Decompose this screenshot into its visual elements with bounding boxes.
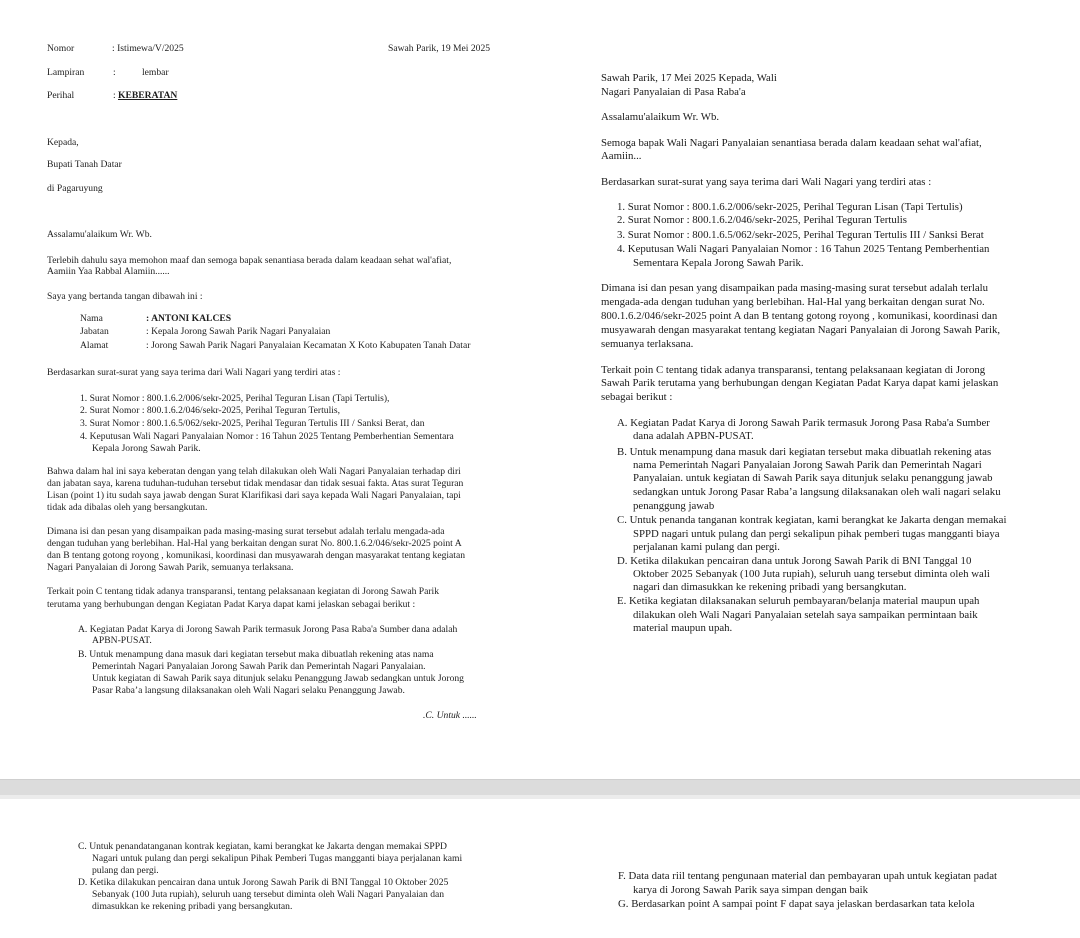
right-header-line: Sawah Parik, 17 Mei 2025 Kepada, Wali bbox=[601, 72, 777, 84]
right-header-line: Nagari Panyalaian di Pasa Raba'a bbox=[601, 86, 746, 98]
lampiran-colon: : bbox=[113, 67, 116, 78]
right-letter2-line: semuanya terlaksana. bbox=[601, 338, 694, 350]
right-point-continuation: Panyalaian. untuk kegiatan di Sawah Parik saya ditunjuk selaku penanggung jawab bbox=[633, 472, 993, 484]
recipient: Bupati Tanah Datar bbox=[47, 159, 122, 170]
continued-marker: .C. Untuk ...... bbox=[423, 710, 477, 721]
right-point-continuation: Oktober 2025 Sebanyak (100 Juta rupiah), seluruh uang tersebut diminta oleh wali bbox=[633, 568, 990, 580]
bottom-point-c: C. Untuk penandatanganan kontrak kegiatan, kami berangkat ke Jakarta dengan memakai SPPD bbox=[78, 841, 447, 852]
point-a: A. Kegiatan Padat Karya di Jorong Sawah Parik termasuk Jorong Pasa Raba'a Sumber dana adalah bbox=[78, 624, 458, 635]
point-b-continuation: Pemerintah Nagari Panyalaian Jorong Sawah Parik dan Pemerintah Nagari Panyalaian. bbox=[92, 661, 426, 672]
letter-item: 4. Keputusan Wali Nagari Panyalaian Nomor : 16 Tahun 2025 Tentang Pemberhentian Sementara bbox=[80, 431, 454, 442]
right-wish-line: Semoga bapak Wali Nagari Panyalaian senantiasa berada dalam keadaan sehat wal'afiat, bbox=[601, 137, 982, 149]
letter2-line: Dimana isi dan pesan yang disampaikan pada masing-masing surat tersebut adalah terlalu mengada-ada bbox=[47, 526, 445, 537]
bottom-point-continuation: pulang dan pergi. bbox=[92, 865, 159, 876]
intro-line: Terlebih dahulu saya memohon maaf dan semoga bapak senantiasa berada dalam keadaan sehat wal'afiat, bbox=[47, 255, 452, 266]
identity-value-nama: : ANTONI KALCES bbox=[146, 313, 232, 324]
identity-label-alamat: Alamat bbox=[80, 340, 109, 351]
point-a-continuation: APBN-PUSAT. bbox=[92, 635, 152, 646]
perihal-value: KEBERATAN bbox=[118, 90, 178, 101]
lampiran-label: Lampiran bbox=[47, 67, 85, 78]
letter2-line: dan B tentang gotong royong , komunikasi, koordinasi dan musyawarah dengan masyarakat tentang kegiatan bbox=[47, 550, 466, 561]
objection-line: tidak ada dibalas oleh yang bersangkutan. bbox=[47, 502, 208, 513]
bottom-right-point-continuation: karya di Jorong Sawah Parik saya simpan dengan baik bbox=[633, 884, 869, 896]
right-salam: Assalamu'alaikum Wr. Wb. bbox=[601, 111, 720, 123]
pointc-line: terutama yang berhubungan dengan Kegiatan Padat Karya dapat kami jelaskan sebagai berikut : bbox=[47, 599, 416, 610]
place-date: Sawah Parik, 19 Mei 2025 bbox=[388, 43, 491, 54]
right-point-continuation: sedangkan untuk Jorong Pasar Raba’a langsung dilaksanakan oleh wali nagari selaku bbox=[633, 486, 1001, 498]
basis-intro: Berdasarkan surat-surat yang saya terima dari Wali Nagari yang terdiri atas : bbox=[47, 367, 341, 378]
signer-intro: Saya yang bertanda tangan dibawah ini : bbox=[47, 291, 203, 302]
bottom-point-d: D. Ketika dilakukan pencairan dana untuk Jorong Sawah Parik di BNI Tanggal 10 Oktober 2025 bbox=[78, 877, 449, 888]
right-pointc-line: Sawah Parik terutama yang berhubungan dengan Kegiatan Padat Karya dapat kami jelaskan bbox=[601, 377, 999, 389]
nomor-label: Nomor bbox=[47, 43, 75, 54]
right-point-continuation: nama Pemerintah Nagari Panyalaian Jorong Sawah Parik dan Pemerintah Nagari bbox=[633, 459, 982, 471]
objection-line: Bahwa dalam hal ini saya keberatan dengan yang telah dilakukan oleh Wali Nagari Panyalaian terhadap diri bbox=[47, 466, 461, 477]
right-point-continuation: penanggung jawab bbox=[633, 500, 715, 512]
right-point-c: C. Untuk penanda tanganan kontrak kegiatan, kami berangkat ke Jakarta dengan memakai bbox=[617, 514, 1007, 526]
bottom-point-continuation: Nagari untuk pulang dan pergi sekalipun Pihak Pemberi Tugas mangganti biaya perjalanan kami bbox=[92, 853, 463, 864]
objection-line: dan jabatan saya, karena tuduhan-tuduhan tersebut tidak mendasar dan tidak sesuai fakta. Atas surat Teguran bbox=[47, 478, 464, 489]
perihal-colon: : bbox=[113, 90, 116, 101]
letter2-line: Nagari Panyalaian di Jorong Sawah Parik, semuanya terlaksana. bbox=[47, 562, 294, 573]
objection-line: Lisan (point 1) itu sudah saya jawab dengan Surat Klarifikasi dari saya kepada Wali Nagari Panyalaian, tapi bbox=[47, 490, 461, 501]
bottom-right-point-g: G. Berdasarkan point A sampai point F dapat saya jelaskan berdasarkan tata kelola bbox=[618, 898, 975, 910]
identity-value-alamat: : Jorong Sawah Parik Nagari Panyalaian Kecamatan X Koto Kabupaten Tanah Datar bbox=[146, 340, 471, 351]
right-letter-item: 4. Keputusan Wali Nagari Panyalaian Nomor : 16 Tahun 2025 Tentang Pemberhentian bbox=[617, 243, 990, 255]
right-point-continuation: perjalanan kami pulang dan pergi. bbox=[633, 541, 781, 553]
right-point-continuation: nagari dan dimasukkan ke rekening pribadi yang bersangkutan. bbox=[633, 581, 907, 593]
point-b-continuation: Untuk kegiatan di Sawah Parik saya ditunjuk selaku Penanggung Jawab sedangkan untuk Jorong bbox=[92, 673, 464, 684]
nomor-value: : Istimewa/V/2025 bbox=[112, 43, 184, 54]
letter-item: 2. Surat Nomor : 800.1.6.2/046/sekr-2025, Perihal Teguran Tertulis, bbox=[80, 405, 341, 416]
right-point-a: A. Kegiatan Padat Karya di Jorong Sawah Parik termasuk Jorong Pasa Raba'a Sumber bbox=[617, 417, 990, 429]
lampiran-value: lembar bbox=[142, 67, 169, 78]
right-pointc-line: Terkait poin C tentang tidak adanya transparansi, tentang pelaksanaan kegiatan di Jorong bbox=[601, 364, 986, 376]
right-point-d: D. Ketika dilakukan pencairan dana untuk Jorong Sawah Parik di BNI Tanggal 10 bbox=[617, 555, 972, 567]
bottom-point-continuation: dimasukkan ke rekening pribadi yang bersangkutan. bbox=[92, 901, 293, 912]
pointc-line: Terkait poin C tentang tidak adanya transparansi, tentang pelaksanaan kegiatan di Jorong Sawah Parik bbox=[47, 586, 440, 597]
point-b-continuation: Pasar Raba’a langsung dilaksanakan oleh Wali Nagari selaku Penanggung Jawab. bbox=[92, 685, 405, 696]
right-letter-item: 3. Surat Nomor : 800.1.6.5/062/sekr-2025, Perihal Teguran Tertulis III / Sanksi Berat bbox=[617, 229, 984, 241]
right-pointc-line: sebagai berikut : bbox=[601, 391, 673, 403]
right-point-b: B. Untuk menampung dana masuk dari kegiatan tersebut maka dibuatlah rekening atas bbox=[617, 446, 992, 458]
bottom-left-page bbox=[0, 799, 540, 938]
left-letter-page bbox=[0, 0, 540, 779]
letter2-line: dengan tuduhan yang berlebihan. Hal-Hal yang berkaitan dengan surat No. 800.1.6.2/046/sekr-2025 point A bbox=[47, 538, 462, 549]
bottom-right-page bbox=[540, 799, 1080, 938]
bottom-right-point-f: F. Data data riil tentang pengunaan material dan pembayaran upah untuk kegiatan padat bbox=[618, 870, 997, 882]
right-letter-page bbox=[540, 0, 1080, 779]
right-point-e: E. Ketika kegiatan dilaksanakan seluruh pembayaran/belanja material maupun upah bbox=[617, 595, 980, 607]
perihal-label: Perihal bbox=[47, 90, 75, 101]
identity-label-jabatan: Jabatan bbox=[80, 326, 109, 337]
right-letter2-line: Dimana isi dan pesan yang disampaikan pada masing-masing surat tersebut adalah terlalu bbox=[601, 282, 989, 294]
right-letter-item-continuation: Sementara Kepala Jorong Sawah Parik. bbox=[633, 257, 804, 269]
identity-value-jabatan: : Kepala Jorong Sawah Parik Nagari Panyalaian bbox=[146, 326, 331, 337]
recipient-location: di Pagaruyung bbox=[47, 183, 103, 194]
right-point-continuation: material maupun upah. bbox=[633, 622, 733, 634]
right-letter2-line: mengada-ada dengan tuduhan yang berlebihan. Hal-Hal yang berkaitan dengan surat No. bbox=[601, 296, 985, 308]
right-wish-line: Aamiin... bbox=[601, 150, 642, 162]
right-letter-item: 2. Surat Nomor : 800.1.6.2/046/sekr-2025, Perihal Teguran Tertulis bbox=[617, 214, 907, 226]
kepada-label: Kepada, bbox=[47, 137, 79, 148]
salam: Assalamu'alaikum Wr. Wb. bbox=[47, 229, 152, 240]
right-point-continuation: dana adalah APBN-PUSAT. bbox=[633, 430, 754, 442]
identity-label-nama: Nama bbox=[80, 313, 103, 324]
right-letter2-line: musyawarah dengan masyarakat tentang kegiatan Nagari Panyalaian di Jorong Sawah Parik, bbox=[601, 324, 1001, 336]
right-letter-item: 1. Surat Nomor : 800.1.6.2/006/sekr-2025, Perihal Teguran Lisan (Tapi Tertulis) bbox=[617, 201, 963, 213]
point-b: B. Untuk menampung dana masuk dari kegiatan tersebut maka dibuatlah rekening atas nama bbox=[78, 649, 434, 660]
right-point-continuation: SPPD nagari untuk pulang dan pergi sekalipun pihak pemberi tugas mangganti biaya bbox=[633, 528, 1000, 540]
letter-item-continuation: Kepala Jorong Sawah Parik. bbox=[92, 443, 201, 454]
letter-item: 3. Surat Nomor : 800.1.6.5/062/sekr-2025, Perihal Teguran Tertulis III / Sanksi Berat, dan bbox=[80, 418, 425, 429]
right-point-continuation: dilakukan oleh Wali Nagari Panyalaian setelah saya sampaikan permintaan baik bbox=[633, 609, 978, 621]
right-letter2-line: 800.1.6.2/046/sekr-2025 point A dan B tentang gotong royong , komunikasi, koordinasi dan bbox=[601, 310, 998, 322]
intro-line: Aamiin Yaa Rabbal Alamiin...... bbox=[47, 266, 170, 277]
letter-item: 1. Surat Nomor : 800.1.6.2/006/sekr-2025, Perihal Teguran Lisan (Tapi Tertulis), bbox=[80, 393, 390, 404]
bottom-point-continuation: Sebanyak (100 Juta rupiah), seluruh uang tersebut diminta oleh Wali Nagari Panyalaian dan bbox=[92, 889, 445, 900]
right-basis-intro: Berdasarkan surat-surat yang saya terima dari Wali Nagari yang terdiri atas : bbox=[601, 176, 932, 188]
